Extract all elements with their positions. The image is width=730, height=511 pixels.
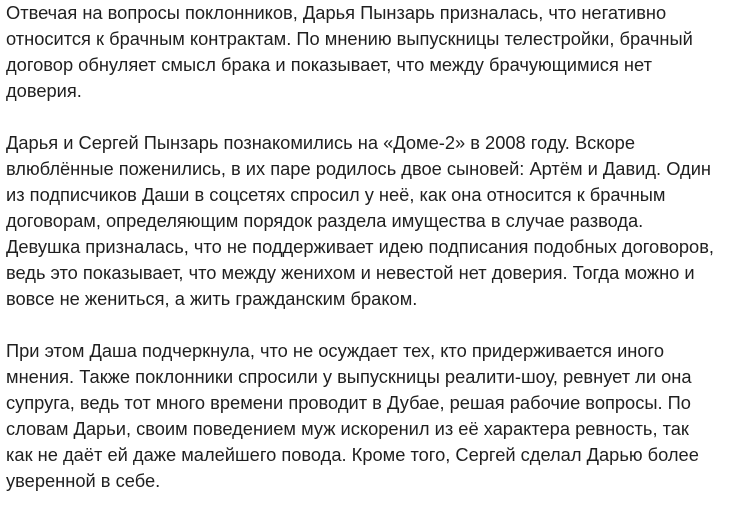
article-paragraph-3: При этом Даша подчеркнула, что не осуждает тех, кто придерживается иного мнения. Также поклонники спросили у выпускницы реалити-шоу, ревнует ли она супруга, ведь тот много времени проводит в Дубае, решая рабочие вопросы. По словам Дарьи, своим поведением муж искоренил из её характера ревность, так как не даёт ей даже малейшего повода. Кроме того, Сергей сделал Дарью более уверенной в себе.: [6, 340, 699, 491]
article-paragraph-2: Дарья и Сергей Пынзарь познакомились на «Доме-2» в 2008 году. Вскоре влюблённые поженились, в их паре родилось двое сыновей: Артём и Давид. Один из подписчиков Даши в соцсетях спросил у неё, как она относится к брачным договорам, определяющим порядок раздела имущества в случае развода. Девушка призналась, что не поддерживает идею подписания подобных договоров, ведь это показывает, что между женихом и невестой нет доверия. Тогда можно и вовсе не жениться, а жить гражданским браком.: [6, 132, 714, 309]
article-paragraph-1: Отвечая на вопросы поклонников, Дарья Пынзарь призналась, что негативно относится к брачным контрактам. По мнению выпускницы телестройки, брачный договор обнуляет смысл брака и показывает, что между брачующимися нет доверия.: [6, 2, 693, 101]
